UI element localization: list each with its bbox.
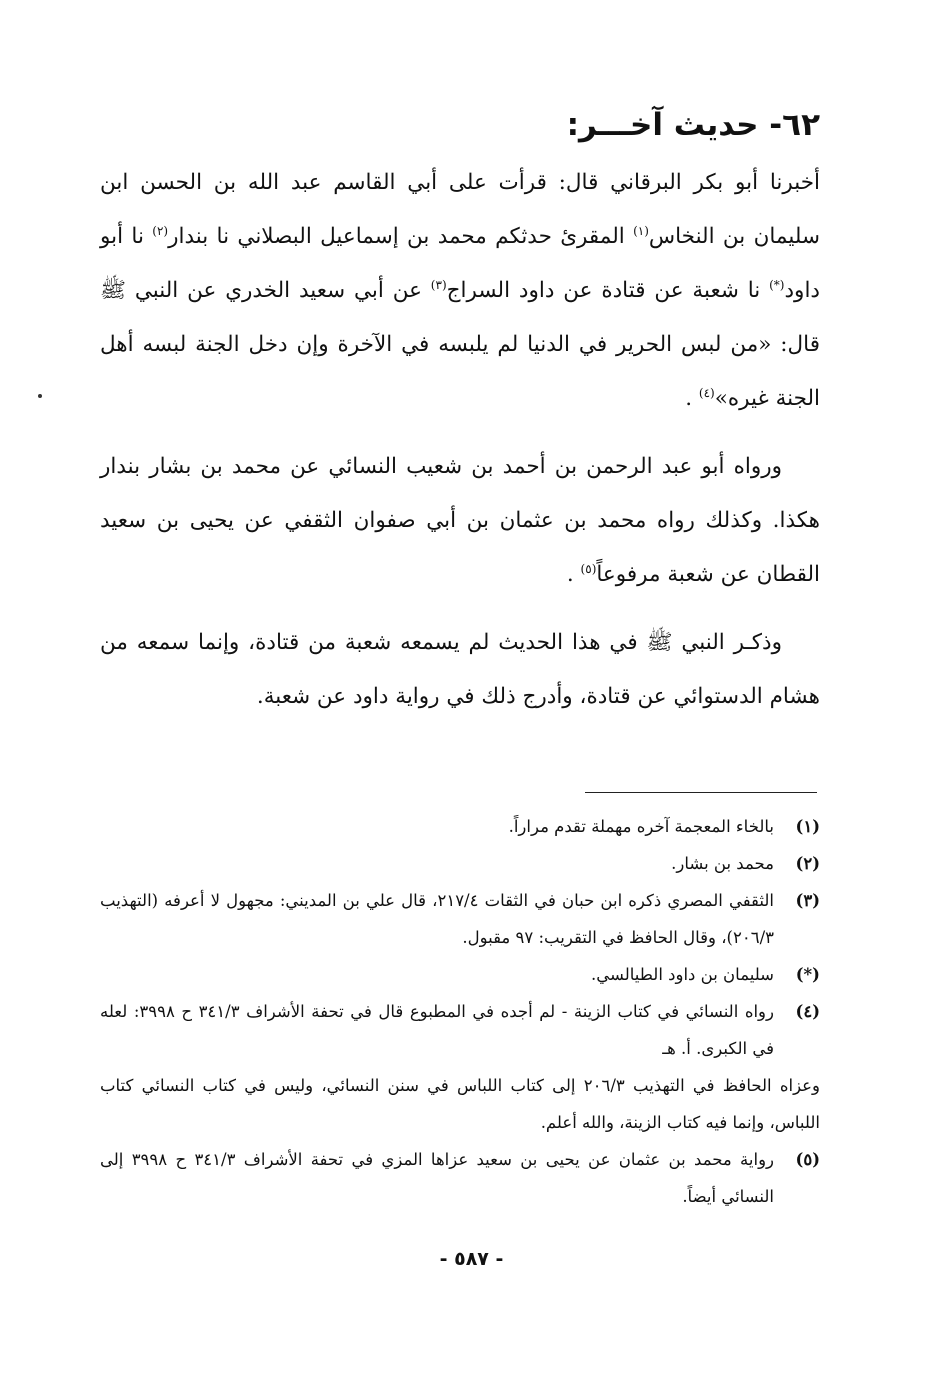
paragraph-text: . bbox=[685, 386, 699, 411]
footnote-label: (٥) bbox=[795, 1150, 820, 1169]
footnote-label: (*) bbox=[795, 965, 820, 984]
footnote-4 bbox=[100, 993, 820, 1067]
footnote-ref[interactable]: (٣) bbox=[430, 277, 447, 292]
footnote-label: (٣) bbox=[795, 891, 820, 910]
footnote-text: سليمان بن داود الطيالسي. bbox=[591, 965, 774, 984]
footnote-ref[interactable]: (٢) bbox=[152, 223, 169, 238]
footnote-1 bbox=[100, 808, 820, 845]
footnote-text: محمد بن بشار. bbox=[671, 854, 774, 873]
footnote-ref[interactable]: (٤) bbox=[698, 385, 715, 400]
footnote-ref[interactable]: (١) bbox=[633, 223, 649, 238]
footnote-label: (٤) bbox=[795, 1002, 820, 1021]
paragraph-3 bbox=[100, 616, 820, 724]
footnote-separator bbox=[585, 792, 817, 793]
footnote-4-continuation: وعزاه الحافظ في التهذيب ٢٠٦/٣ إلى كتاب اللباس في سنن النسائي، وليس في كتاب النسائي كتاب اللباس، وإنما فيه كتاب الزينة، والله أعلم. bbox=[100, 1076, 820, 1132]
footnote-2 bbox=[100, 845, 820, 882]
stray-dot-mark bbox=[38, 394, 42, 398]
paragraph-2 bbox=[100, 440, 820, 602]
footnotes-section bbox=[100, 808, 820, 1215]
footnote-text: رواية محمد بن عثمان عن يحيى بن سعيد عزاها المزي في تحفة الأشراف ٣٤١/٣ ح ٣٩٩٨ إلى النسائي أيضاً. bbox=[100, 1150, 774, 1206]
footnote-text: الثقفي المصري ذكره ابن حبان في الثقات ٢١٧/٤، قال علي بن المديني: مجهول لا أعرفه (التهذيب ٢٠٦/٣)، وقال الحافظ في التقريب: ٩٧ مقبول. bbox=[100, 891, 774, 947]
paragraph-text: أخبرنا أبو بكر البرقاني قال: قرأت على أبي القاسم عبد الله بن الحسن ابن سليمان بن النخاس bbox=[100, 170, 820, 249]
footnote-star bbox=[100, 956, 820, 993]
paragraph-1 bbox=[100, 156, 820, 426]
paragraph-text: . bbox=[566, 562, 581, 587]
paragraph-text: ورواه أبو عبد الرحمن بن أحمد بن شعيب النسائي عن محمد بن بشار بندار هكذا. وكذلك رواه محمد بن عثمان بن أبي صفوان الثقفي عن يحيى بن سعيد القطان عن شعبة مرفوعاً bbox=[100, 454, 820, 587]
footnote-label: (٢) bbox=[795, 854, 820, 873]
hadith-heading: ٦٢- حديث آخـــر: bbox=[566, 107, 820, 143]
footnote-ref[interactable]: (*) bbox=[769, 277, 785, 292]
footnote-text: رواه النسائي في كتاب الزينة - لم أجده في المطبوع قال في تحفة الأشراف ٣٤١/٣ ح ٣٩٩٨: لعله في الكبرى. أ. هـ bbox=[100, 1002, 774, 1058]
paragraph-text: نا شعبة عن قتادة عن داود السراج bbox=[446, 278, 770, 303]
footnote-text: بالخاء المعجمة آخره مهملة تقدم مراراً. bbox=[508, 817, 774, 836]
paragraph-text: عن أبي سعيد الخدري عن النبي ﷺ قال: «من لبس الحرير في الدنيا لم يلبسه في الآخرة وإن دخل الجنة لبسه أهل الجنة غيره» bbox=[100, 278, 820, 411]
page-number: - ٥٨٧ - bbox=[439, 1248, 504, 1270]
footnote-5 bbox=[100, 1141, 820, 1215]
footnote-label: (١) bbox=[795, 817, 820, 836]
paragraph-text: المقرئ حدثكم محمد بن إسماعيل البصلاني نا بندار bbox=[168, 224, 634, 249]
footnote-ref[interactable]: (٥) bbox=[580, 561, 597, 576]
paragraph-text: وذكـر النبي ﷺ في هذا الحديث لم يسمعه شعبة من قتادة، وإنما سمعه من هشام الدستوائي عن قتادة، وأدرج ذلك في رواية داود عن شعبة. bbox=[100, 630, 820, 709]
footnote-3 bbox=[100, 882, 820, 956]
paragraph-text: نا أبو داود bbox=[100, 224, 820, 303]
main-text-block bbox=[100, 100, 820, 738]
